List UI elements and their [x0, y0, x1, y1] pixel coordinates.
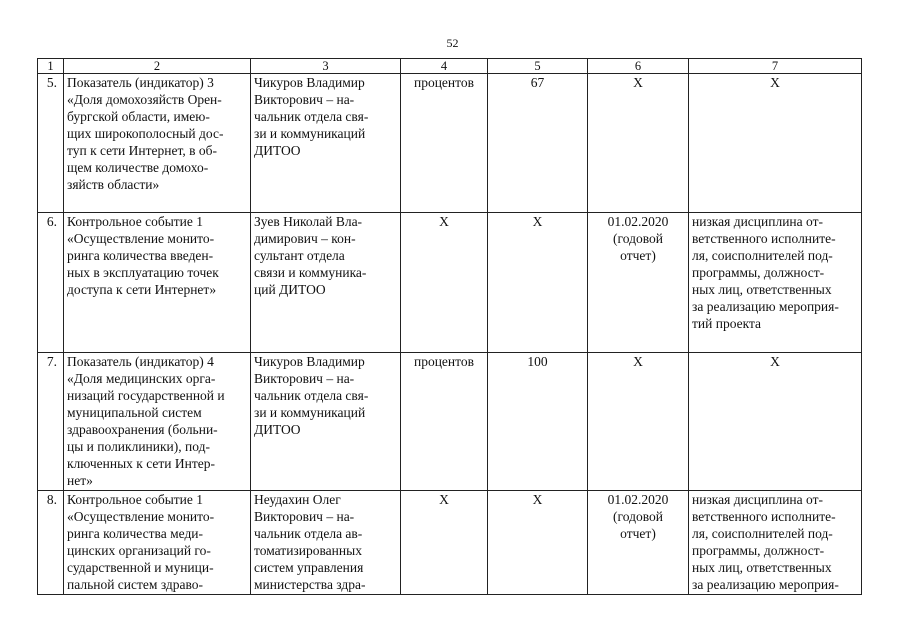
- responsible-cell-line: Чикуров Владимир: [254, 75, 365, 90]
- header-row: [38, 59, 862, 74]
- name-cell-line: здравоохранения (больни-: [67, 422, 218, 437]
- name-cell-line: доступа к сети Интернет»: [67, 282, 217, 297]
- name-cell-line: сударственной и муници-: [67, 560, 214, 575]
- note-cell-line: за реализацию мероприя-: [692, 577, 839, 592]
- header-cell: 5: [488, 59, 588, 74]
- name-cell-line: «Доля медицинских орга-: [67, 371, 216, 386]
- header-cell: 7: [689, 59, 862, 74]
- responsible-cell-line: чальник отдела ав-: [254, 526, 363, 541]
- name-cell-line: ключенных к сети Интер-: [67, 456, 215, 471]
- note-cell-line: ветственного исполните-: [692, 231, 836, 246]
- responsible-cell: [251, 491, 401, 595]
- name-cell-line: «Осуществление монито-: [67, 231, 215, 246]
- note-cell-line: ных лиц, ответственных: [692, 282, 832, 297]
- table-row: [38, 353, 862, 491]
- note-cell-line: ных лиц, ответственных: [692, 560, 832, 575]
- unit-cell: Х: [401, 213, 488, 353]
- responsible-cell-line: ДИТОО: [254, 422, 301, 437]
- note-cell: Х: [689, 353, 862, 491]
- date-cell-line: отчет): [620, 526, 656, 541]
- name-cell-line: Контрольное событие 1: [67, 214, 204, 229]
- responsible-cell: [251, 74, 401, 213]
- value-cell: Х: [488, 213, 588, 353]
- note-cell-line: тий проекта: [692, 316, 762, 331]
- note-cell-line: за реализацию мероприя-: [692, 299, 839, 314]
- responsible-cell-line: Викторович – на-: [254, 92, 355, 107]
- header-cell: 3: [251, 59, 401, 74]
- responsible-cell-line: ций ДИТОО: [254, 282, 326, 297]
- responsible-cell-line: чальник отдела свя-: [254, 109, 369, 124]
- responsible-cell-line: связи и коммуника-: [254, 265, 367, 280]
- header-cell: 2: [64, 59, 251, 74]
- date-cell: [588, 213, 689, 353]
- name-cell-line: ринга количества меди-: [67, 526, 204, 541]
- row-number-cell: 6.: [38, 213, 64, 353]
- value-cell: 67: [488, 74, 588, 213]
- value-cell: Х: [488, 491, 588, 595]
- name-cell-line: щих широкополосный дос-: [67, 126, 224, 141]
- name-cell-line: Показатель (индикатор) 3: [67, 75, 214, 90]
- responsible-cell-line: чальник отдела свя-: [254, 388, 369, 403]
- date-cell-line: отчет): [620, 248, 656, 263]
- name-cell-line: цинских организаций го-: [67, 543, 211, 558]
- note-cell-line: ля, соисполнителей под-: [692, 248, 833, 263]
- header-cell: 6: [588, 59, 689, 74]
- name-cell: [64, 353, 251, 491]
- row-number-cell: 7.: [38, 353, 64, 491]
- responsible-cell: [251, 353, 401, 491]
- date-cell-line: 01.02.2020: [607, 214, 669, 229]
- note-cell-line: низкая дисциплина от-: [692, 492, 823, 507]
- table-row: [38, 491, 862, 595]
- name-cell-line: ных в эксплуатацию точек: [67, 265, 219, 280]
- responsible-cell-line: Неудахин Олег: [254, 492, 341, 507]
- name-cell-line: цы и поликлиники), под-: [67, 439, 210, 454]
- responsible-cell-line: сультант отдела: [254, 248, 345, 263]
- date-cell: Х: [588, 353, 689, 491]
- unit-cell: процентов: [401, 74, 488, 213]
- name-cell-line: нет»: [67, 473, 93, 488]
- name-cell: [64, 491, 251, 595]
- row-number-cell: 5.: [38, 74, 64, 213]
- name-cell-line: пальной систем здраво-: [67, 577, 204, 592]
- note-cell-line: ветственного исполните-: [692, 509, 836, 524]
- name-cell-line: туп к сети Интернет, в об-: [67, 143, 217, 158]
- name-cell-line: Контрольное событие 1: [67, 492, 204, 507]
- header-cell: 4: [401, 59, 488, 74]
- responsible-cell-line: зи и коммуникаций: [254, 405, 366, 420]
- responsible-cell-line: Чикуров Владимир: [254, 354, 365, 369]
- name-cell-line: ринга количества введен-: [67, 248, 214, 263]
- responsible-cell-line: томатизированных: [254, 543, 362, 558]
- responsible-cell-line: Викторович – на-: [254, 509, 355, 524]
- note-cell: [689, 213, 862, 353]
- note-cell-line: программы, должност-: [692, 265, 825, 280]
- responsible-cell-line: Викторович – на-: [254, 371, 355, 386]
- name-cell-line: Показатель (индикатор) 4: [67, 354, 214, 369]
- date-cell-line: (годовой: [613, 231, 663, 246]
- table-row: [38, 74, 862, 213]
- responsible-cell-line: зи и коммуникаций: [254, 126, 366, 141]
- note-cell: [689, 491, 862, 595]
- name-cell-line: муниципальной систем: [67, 405, 202, 420]
- note-cell-line: низкая дисциплина от-: [692, 214, 823, 229]
- name-cell-line: «Доля домохозяйств Орен-: [67, 92, 222, 107]
- header-cell: 1: [38, 59, 64, 74]
- note-cell: Х: [689, 74, 862, 213]
- responsible-cell: [251, 213, 401, 353]
- date-cell-line: 01.02.2020: [607, 492, 669, 507]
- note-cell-line: программы, должност-: [692, 543, 825, 558]
- name-cell-line: «Осуществление монито-: [67, 509, 215, 524]
- unit-cell: Х: [401, 491, 488, 595]
- responsible-cell-line: министерства здра-: [254, 577, 366, 592]
- table-row: [38, 213, 862, 353]
- name-cell: [64, 74, 251, 213]
- name-cell: [64, 213, 251, 353]
- date-cell-line: (годовой: [613, 509, 663, 524]
- name-cell-line: зяйств области»: [67, 177, 160, 192]
- name-cell-line: щем количестве домохо-: [67, 160, 209, 175]
- page-number: 52: [446, 36, 459, 50]
- note-cell-line: ля, соисполнителей под-: [692, 526, 833, 541]
- name-cell-line: низаций государственной и: [67, 388, 225, 403]
- responsible-cell-line: ДИТОО: [254, 143, 301, 158]
- unit-cell: процентов: [401, 353, 488, 491]
- responsible-cell-line: димирович – кон-: [254, 231, 356, 246]
- date-cell: [588, 491, 689, 595]
- value-cell: 100: [488, 353, 588, 491]
- document-table: [37, 58, 862, 595]
- row-number-cell: 8.: [38, 491, 64, 595]
- name-cell-line: бургской области, имею-: [67, 109, 210, 124]
- date-cell: Х: [588, 74, 689, 213]
- responsible-cell-line: Зуев Николай Вла-: [254, 214, 363, 229]
- responsible-cell-line: систем управления: [254, 560, 364, 575]
